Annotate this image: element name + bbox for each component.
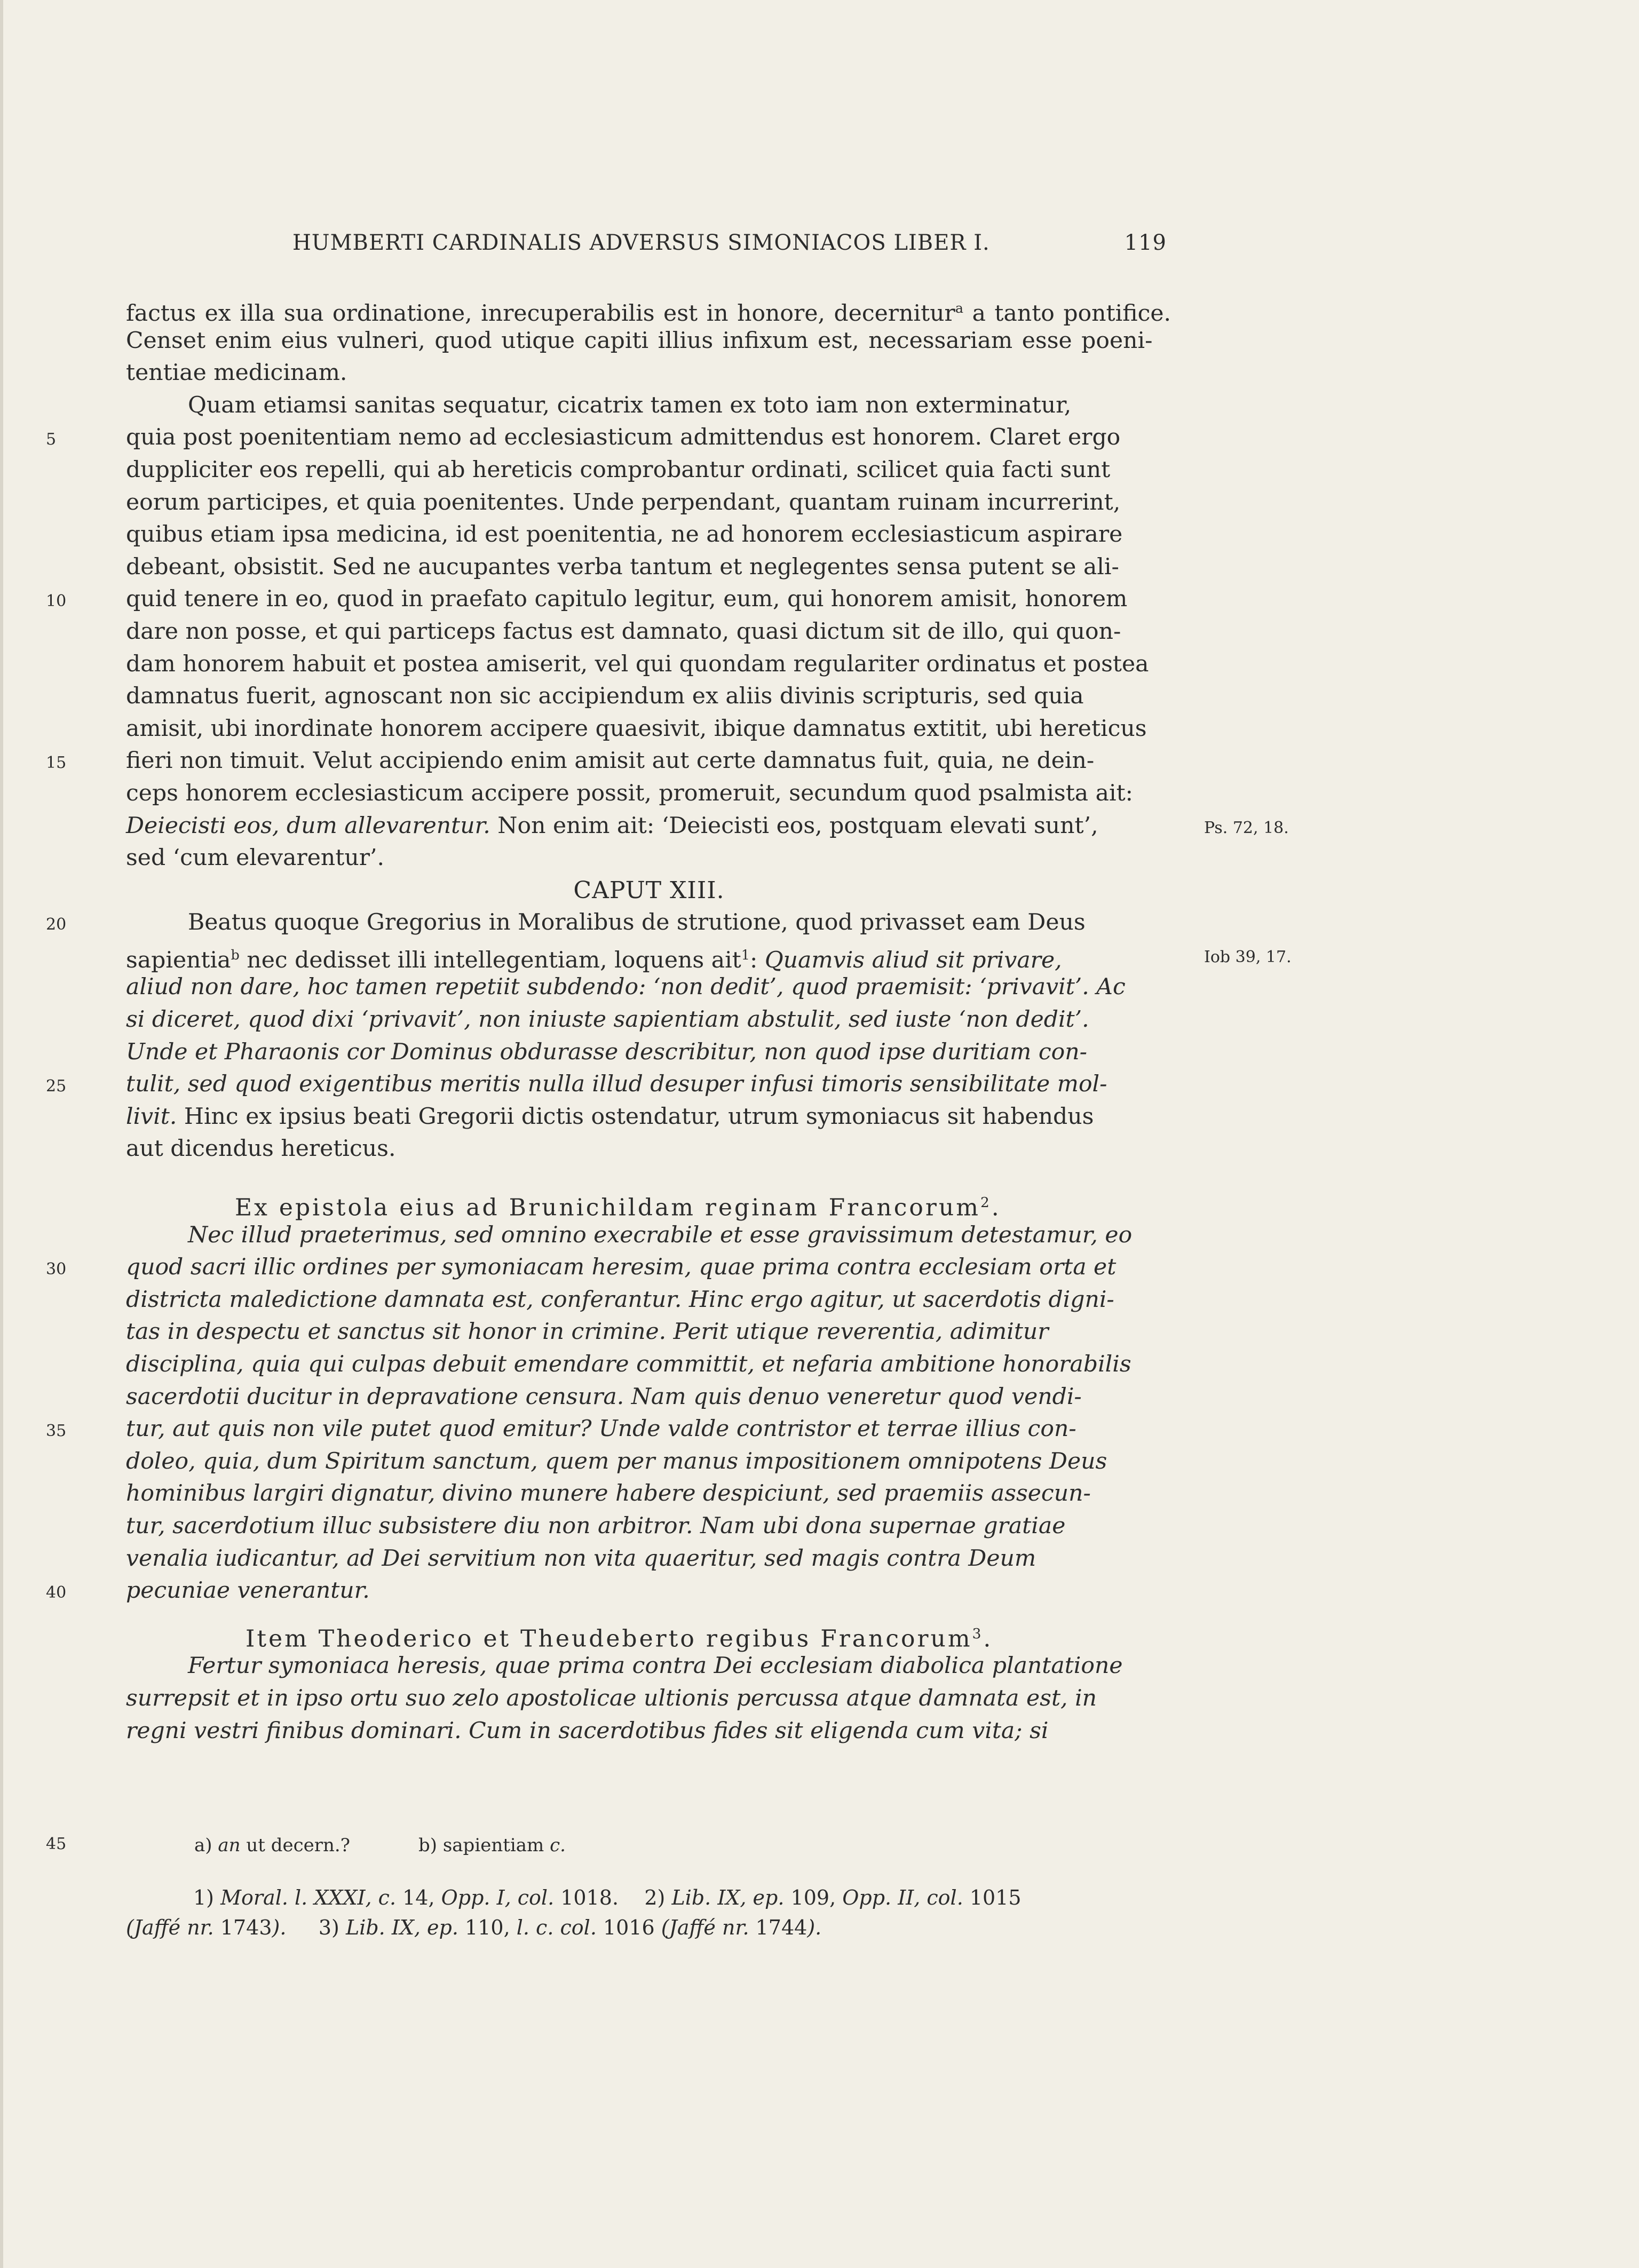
- footnote-number: 1): [193, 1886, 215, 1909]
- chapter-heading: CAPUT XIII.: [573, 876, 725, 904]
- text-line: [126, 454, 1172, 487]
- footnote-text: 109,: [784, 1886, 843, 1909]
- text-line: [126, 648, 1172, 681]
- text-line: [126, 939, 1292, 974]
- quote-text: Unde et Pharaonis cor Dominus obdurasse describitur, non quod ipse duritiam con-: [126, 1038, 1087, 1065]
- quote-text: aliud non dare, hoc tamen repetiit subdendo: ‘non dedit’, quod praemisit: ‘privavit’. Ac: [126, 974, 1126, 1001]
- heading-text: Ex epistola eius ad Brunichildam reginam Francorum: [235, 1194, 980, 1222]
- text-line: [126, 1715, 1172, 1748]
- footnote-text: Lib. IX, ep.: [671, 1886, 785, 1909]
- quote-text: Quamvis aliud sit privare,: [764, 947, 1062, 974]
- text-line: [126, 1036, 1172, 1069]
- variant-text: sapientiam: [437, 1835, 550, 1856]
- variant-mark: a: [955, 300, 964, 316]
- line-text: Nec illud praeterimus, sed omnino execrabile et esse gravissimum detestamur, eo: [188, 1222, 1133, 1248]
- line-number: 20: [46, 915, 67, 934]
- main-text: [46, 292, 1292, 1747]
- footnote-text: (Jaffé nr.: [661, 1916, 749, 1939]
- line-text: Quam etiamsi sanitas sequatur, cicatrix tamen ex toto iam non exterminatur,: [188, 392, 1072, 418]
- variant-b: [418, 1835, 566, 1856]
- line-number: 30: [46, 1260, 67, 1279]
- text-line: [46, 583, 1172, 616]
- footnote-text: Opp. II, col.: [842, 1886, 963, 1909]
- line-text: eorum participes, et quia poenitentes. Unde perpendant, quantam ruinam incurrerint,: [126, 489, 1121, 516]
- line-text: Beatus quoque Gregorius in Moralibus de strutione, quod privasset eam Deus: [188, 909, 1086, 936]
- footnote-text: 1016: [596, 1916, 661, 1939]
- line-text: quia post poenitentiam nemo ad ecclesiasticum admittendus est honorem. Claret ergo: [126, 424, 1121, 451]
- line-text: quibus etiam ipsa medicina, id est poenitentia, ne ad honorem ecclesiasticum aspirare: [126, 521, 1123, 548]
- variant-text: c.: [550, 1835, 566, 1856]
- line-text: amisit, ubi inordinate honorem accipere quaesivit, ibique damnatus extitit, ubi hereticus: [126, 715, 1147, 742]
- text-line: [126, 390, 1172, 422]
- text-line: [126, 292, 1172, 325]
- quote-text: livit.: [126, 1103, 177, 1130]
- line-text: duppliciter eos repelli, qui ab hereticis comprobantur ordinati, scilicet quia facti sunt: [126, 456, 1111, 483]
- text-line: [126, 1133, 1172, 1165]
- text-line: [126, 842, 1172, 875]
- footnote-mark: 1: [741, 947, 750, 963]
- line-number: 10: [46, 592, 67, 611]
- text-line: [126, 616, 1172, 648]
- line-number: 25: [46, 1077, 67, 1096]
- apparatus-line: [46, 1835, 1172, 1865]
- line-text: Hinc ex ipsius beati Gregorii dictis ostendatur, utrum symoniacus sit habendus: [177, 1103, 1094, 1130]
- text-line: [126, 1543, 1172, 1575]
- page-number: 119: [1124, 231, 1167, 255]
- variant-text: an: [218, 1835, 241, 1856]
- line-text: aut dicendus hereticus.: [126, 1136, 396, 1162]
- text-line: [126, 357, 1172, 390]
- epistola-text: [126, 1650, 1172, 1747]
- line-text: Fertur symoniaca heresis, quae prima contra Dei ecclesiam diabolica plantatione: [188, 1653, 1123, 1679]
- line-text: doleo, quia, dum Spiritum sanctum, quem per manus impositionem omnipotens Deus: [126, 1448, 1107, 1474]
- footnote-text: (Jaffé nr.: [126, 1916, 214, 1939]
- text-line: [126, 519, 1172, 551]
- line-text: ceps honorem ecclesiasticum accipere possit, promeruit, secundum quod psalmista ait:: [126, 780, 1133, 806]
- paragraph-continuation: [126, 292, 1172, 390]
- line-text: tas in despectu et sanctus sit honor in crimine. Perit utique reverentia, adimitur: [126, 1319, 1049, 1345]
- variant-mark: b: [231, 947, 240, 963]
- variant-text: ut decern.?: [240, 1835, 350, 1856]
- text-line: [126, 487, 1172, 519]
- text-line: [126, 971, 1172, 1004]
- footnote-mark: 3: [972, 1625, 984, 1642]
- footnote-text: 14,: [396, 1886, 441, 1909]
- line-text: sacerdotii ducitur in depravatione censura. Nam quis denuo veneretur quod vendi-: [126, 1383, 1082, 1410]
- line-text: quod sacri illic ordines per symoniacam heresim, quae prima contra ecclesiam orta et: [126, 1254, 1117, 1281]
- text-line: [46, 1251, 1172, 1284]
- line-text: nec dedisset illi intellegentiam, loquens ait: [239, 947, 741, 974]
- line-number: 35: [46, 1422, 67, 1441]
- line-text: factus ex illa sua ordinatione, inrecuperabilis est in honore, decernitur: [126, 300, 955, 327]
- text-line: [126, 1683, 1172, 1715]
- line-text: disciplina, quia qui culpas debuit emendare committit, et nefaria ambitione honorabilis: [126, 1351, 1131, 1377]
- footnote-text: ).: [272, 1916, 287, 1939]
- line-text: debeant, obsistit. Sed ne aucupantes verba tantum et neglegentes sensa putent se ali-: [126, 553, 1119, 580]
- line-text: Non enim ait: ‘Deiecisti eos, postquam elevati sunt’,: [490, 812, 1098, 839]
- footnote-number: 3): [318, 1916, 339, 1939]
- margin-reference: Ps. 72, 18.: [1204, 818, 1289, 837]
- text-line: [126, 1478, 1172, 1510]
- footnote-text: 1015: [963, 1886, 1022, 1909]
- text-line: [46, 907, 1172, 939]
- text-line: [126, 1446, 1172, 1478]
- text-line: [126, 778, 1172, 810]
- line-number: 40: [46, 1583, 67, 1603]
- epistola-text: [46, 1219, 1172, 1607]
- footnotes: [126, 1883, 1172, 1942]
- text-line: [126, 810, 1289, 843]
- text-line: [46, 422, 1172, 454]
- text-line: [126, 1101, 1172, 1133]
- text-line: [126, 680, 1172, 713]
- footnote-text: l. c. col.: [516, 1916, 597, 1939]
- line-text: tentiae medicinam.: [126, 360, 347, 386]
- text-line: [126, 1381, 1172, 1414]
- line-text: tur, aut quis non vile putet quod emitur? Unde valde contristor et terrae illius con-: [126, 1416, 1076, 1442]
- text-line: [46, 1068, 1172, 1101]
- line-text: a tanto pontifice.: [963, 300, 1171, 327]
- variant-a: [194, 1835, 350, 1856]
- section-heading: [126, 1618, 1172, 1651]
- variant-label: b): [418, 1835, 438, 1856]
- line-text: sapientia: [126, 947, 231, 974]
- text-line: [126, 1284, 1172, 1317]
- text-line: [46, 1575, 1172, 1607]
- text-line: [126, 1349, 1172, 1381]
- line-text: :: [750, 947, 765, 974]
- text-line: [126, 325, 1172, 358]
- quote-text: Deiecisti eos, dum allevarentur.: [126, 812, 490, 839]
- text-line: [126, 713, 1172, 746]
- line-text: districta maledictione damnata est, conferantur. Hinc ergo agitur, ut sacerdotis digni-: [126, 1286, 1114, 1313]
- heading-text: Item Theoderico et Theudeberto regibus Francorum: [246, 1625, 972, 1653]
- footnote-text: 1744: [749, 1916, 807, 1939]
- quote-text: si diceret, quod dixi ‘privavit’, non iniuste sapientiam abstulit, sed iuste ‘non dedit’.: [126, 1006, 1089, 1033]
- text-line: [46, 1413, 1172, 1446]
- footnote-number: 2): [644, 1886, 666, 1909]
- line-number: 5: [46, 430, 57, 449]
- margin-reference: Iob 39, 17.: [1204, 947, 1292, 966]
- footnote-line: [126, 1913, 1172, 1942]
- footnote-text: Moral. l. XXXI, c.: [220, 1886, 397, 1909]
- footnote-text: Opp. I, col.: [441, 1886, 555, 1909]
- text-line: [126, 551, 1172, 584]
- line-number: 45: [46, 1835, 67, 1853]
- footnote-line: [126, 1883, 1172, 1913]
- line-text: dare non posse, et qui particeps factus est damnato, quasi dictum sit de illo, qui quon-: [126, 618, 1121, 645]
- text-line: [46, 745, 1172, 778]
- footnote-text: ).: [807, 1916, 822, 1939]
- text-line: [126, 1650, 1172, 1683]
- footnote-text: 110,: [458, 1916, 517, 1939]
- footnote-text: Lib. IX, ep.: [345, 1916, 458, 1939]
- footnote-text: 1018.: [554, 1886, 619, 1909]
- line-text: fieri non timuit. Velut accipiendo enim amisit aut certe damnatus fuit, quia, ne dein-: [126, 748, 1095, 774]
- variant-label: a): [194, 1835, 212, 1856]
- line-text: venalia iudicantur, ad Dei servitium non vita quaeritur, sed magis contra Deum: [126, 1545, 1036, 1572]
- line-text: regni vestri finibus dominari. Cum in sacerdotibus fides sit eligenda cum vita; si: [126, 1717, 1049, 1744]
- footnote-mark: 2: [980, 1194, 992, 1211]
- footnote-text: 1743: [213, 1916, 272, 1939]
- line-text: quid tenere in eo, quod in praefato capitulo legitur, eum, qui honorem amisit, honorem: [126, 586, 1128, 613]
- text-line: [126, 1219, 1172, 1252]
- line-text: Censet enim eius vulneri, quod utique capiti illius infixum est, necessariam esse poeni-: [126, 327, 1153, 354]
- line-number: 15: [46, 754, 67, 773]
- line-text: dam honorem habuit et postea amiserit, vel qui quondam regulariter ordinatus et postea: [126, 651, 1149, 677]
- text-line: [126, 1510, 1172, 1543]
- line-text: surrepsit et in ipso ortu suo zelo apostolicae ultionis percussa atque damnata est, in: [126, 1685, 1097, 1711]
- line-text: damnatus fuerit, agnoscant non sic accipiendum ex aliis divinis scripturis, sed quia: [126, 683, 1084, 710]
- line-text: pecuniae venerantur.: [126, 1577, 370, 1604]
- text-line: [126, 1316, 1172, 1349]
- running-title: HUMBERTI CARDINALIS ADVERSUS SIMONIACOS LIBER I.: [292, 231, 990, 255]
- heading-text: .: [983, 1625, 993, 1653]
- critical-apparatus: [46, 1835, 1172, 1865]
- text-line: [126, 1004, 1172, 1036]
- quote-text: tulit, sed quod exigentibus meritis nulla illud desuper infusi timoris sensibilitate mol-: [126, 1071, 1107, 1098]
- line-text: sed ‘cum elevarentur’.: [126, 845, 385, 871]
- line-text: tur, sacerdotium illuc subsistere diu non arbitror. Nam ubi dona supernae gratiae: [126, 1512, 1066, 1539]
- line-text: hominibus largiri dignatur, divino munere habere despiciunt, sed praemiis assecun-: [126, 1480, 1091, 1507]
- heading-text: .: [991, 1194, 1001, 1222]
- section-heading: [126, 1187, 1172, 1222]
- paragraph: [46, 390, 1172, 810]
